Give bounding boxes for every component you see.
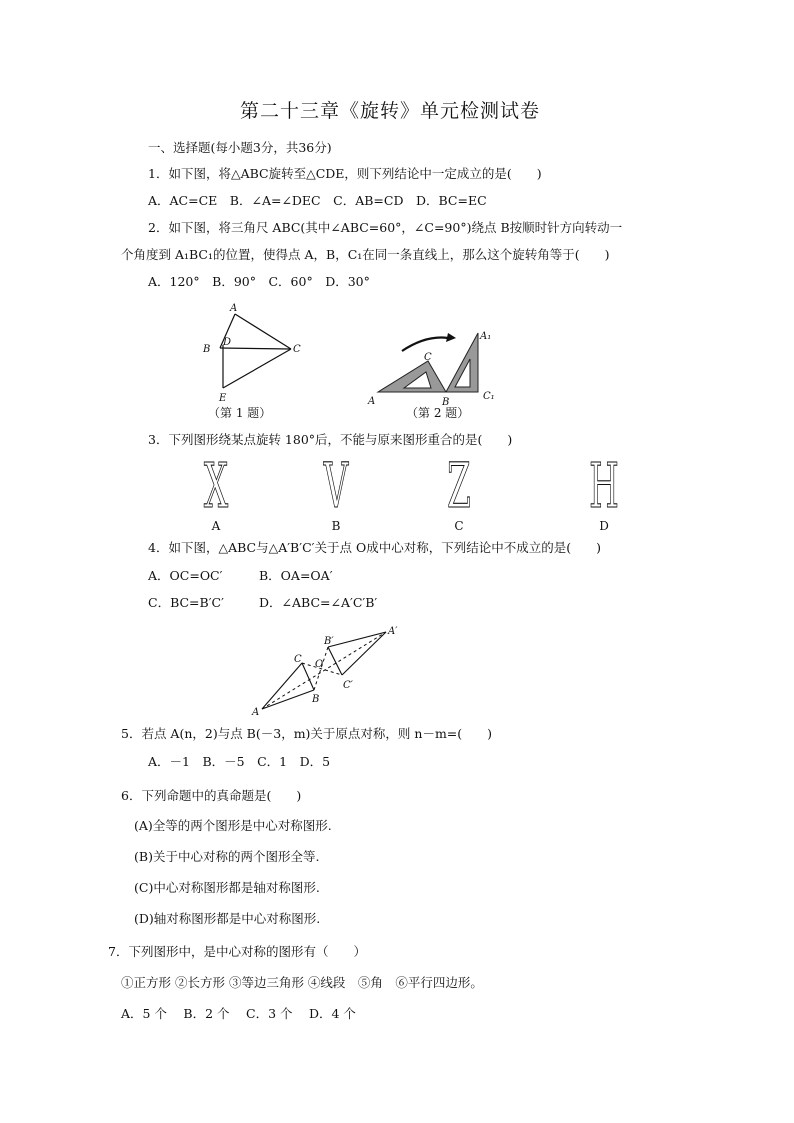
q4-option-c: C．BC=B′C′ (148, 595, 224, 610)
q4-option-a: A．OC=OC′ (148, 568, 223, 583)
letter-h-label: D (599, 519, 609, 533)
letter-x-glyph: X (203, 449, 229, 522)
letter-v-glyph: V (323, 449, 349, 522)
fig4-label-b: B (312, 694, 320, 705)
section-heading: 一、选择题(每小题3分，共36分) (148, 140, 332, 155)
letter-z-glyph: Z (447, 449, 471, 522)
fig2-caption: （第 2 题） (406, 406, 470, 420)
fig4-label-b-prime: B′ (324, 636, 334, 647)
fig2-label-c: C (424, 352, 432, 363)
q6-option-a: (A)全等的两个图形是中心对称图形. (134, 818, 332, 833)
q6-stem: 6．下列命题中的真命题是( ) (121, 788, 302, 803)
figure-1 (196, 300, 306, 420)
q1-stem: 1．如下图，将△ABC旋转至△CDE，则下列结论中一定成立的是( ) (148, 166, 542, 181)
q4-stem: 4．如下图，△ABC与△A′B′C′关于点 O成中心对称，下列结论中不成立的是( ) (148, 540, 601, 555)
fig4-label-c: C (294, 654, 302, 665)
figure-2 (366, 300, 516, 420)
fig1-label-b: B (203, 344, 211, 355)
q7-stem: 7．下列图形中，是中心对称的图形有（ ） (108, 944, 366, 959)
q1-options: A．AC=CE B．∠A=∠DEC C．AB=CD D．BC=EC (148, 193, 487, 208)
fig1-label-e: E (219, 393, 227, 404)
fig1-caption: （第 1 题） (208, 406, 272, 420)
q5-options: A．－1 B．－5 C．1 D．5 (148, 754, 331, 769)
fig1-label-d: D (223, 337, 232, 348)
q3-letter-v (306, 449, 366, 533)
q7-options: A．5 个 B．2 个 C．3 个 D．4 个 (121, 1006, 356, 1021)
q2-stem-line1: 2．如下图，将三角尺 ABC(其中∠ABC=60°，∠C=90°)绕点 B按顺时针方向转动一 (148, 220, 623, 235)
q2-stem-line2: 个角度到 A₁BC₁的位置，使得点 A，B，C₁在同一条直线上，那么这个旋转角等于( ) (121, 247, 610, 262)
q6-option-c: (C)中心对称图形都是轴对称图形. (134, 880, 320, 895)
figure-4 (246, 620, 406, 720)
letter-x-label: A (211, 519, 221, 533)
q3-letter-z (429, 449, 489, 533)
letter-v-label: B (331, 519, 341, 533)
fig1-label-a: A (230, 303, 238, 314)
q3-letter-h (574, 449, 634, 533)
fig4-label-a: A (252, 707, 260, 718)
fig4-label-c-prime: C′ (343, 680, 353, 691)
q7-shapes: ①正方形 ②长方形 ③等边三角形 ④线段 ⑤角 ⑥平行四边形。 (121, 975, 483, 990)
fig2-label-b: B (442, 397, 450, 408)
fig4-label-o: O (315, 659, 324, 670)
letter-z-label: C (454, 519, 464, 533)
q6-option-b: (B)关于中心对称的两个图形全等. (134, 849, 320, 864)
fig2-label-c1: C₁ (483, 391, 495, 402)
q3-stem: 3．下列图形绕某点旋转 180°后，不能与原来图形重合的是( ) (148, 432, 513, 447)
q4-option-d: D．∠ABC=∠A′C′B′ (259, 595, 378, 610)
page-title: 第二十三章《旋转》单元检测试卷 (240, 100, 541, 122)
fig4-label-a-prime: A′ (388, 626, 398, 637)
q2-options: A．120° B．90° C．60° D．30° (148, 274, 370, 289)
fig2-label-a: A (368, 396, 376, 407)
fig2-label-a1: A₁ (480, 331, 492, 342)
q4-option-b: B．OA=OA′ (259, 568, 333, 583)
q5-stem: 5．若点 A(n，2)与点 B(－3，m)关于原点对称，则 n－m=( ) (121, 726, 493, 741)
q3-letter-x (186, 449, 246, 533)
fig1-label-c: C (293, 344, 301, 355)
q6-option-d: (D)轴对称图形都是中心对称图形. (134, 911, 321, 926)
letter-h-glyph: H (589, 449, 619, 522)
